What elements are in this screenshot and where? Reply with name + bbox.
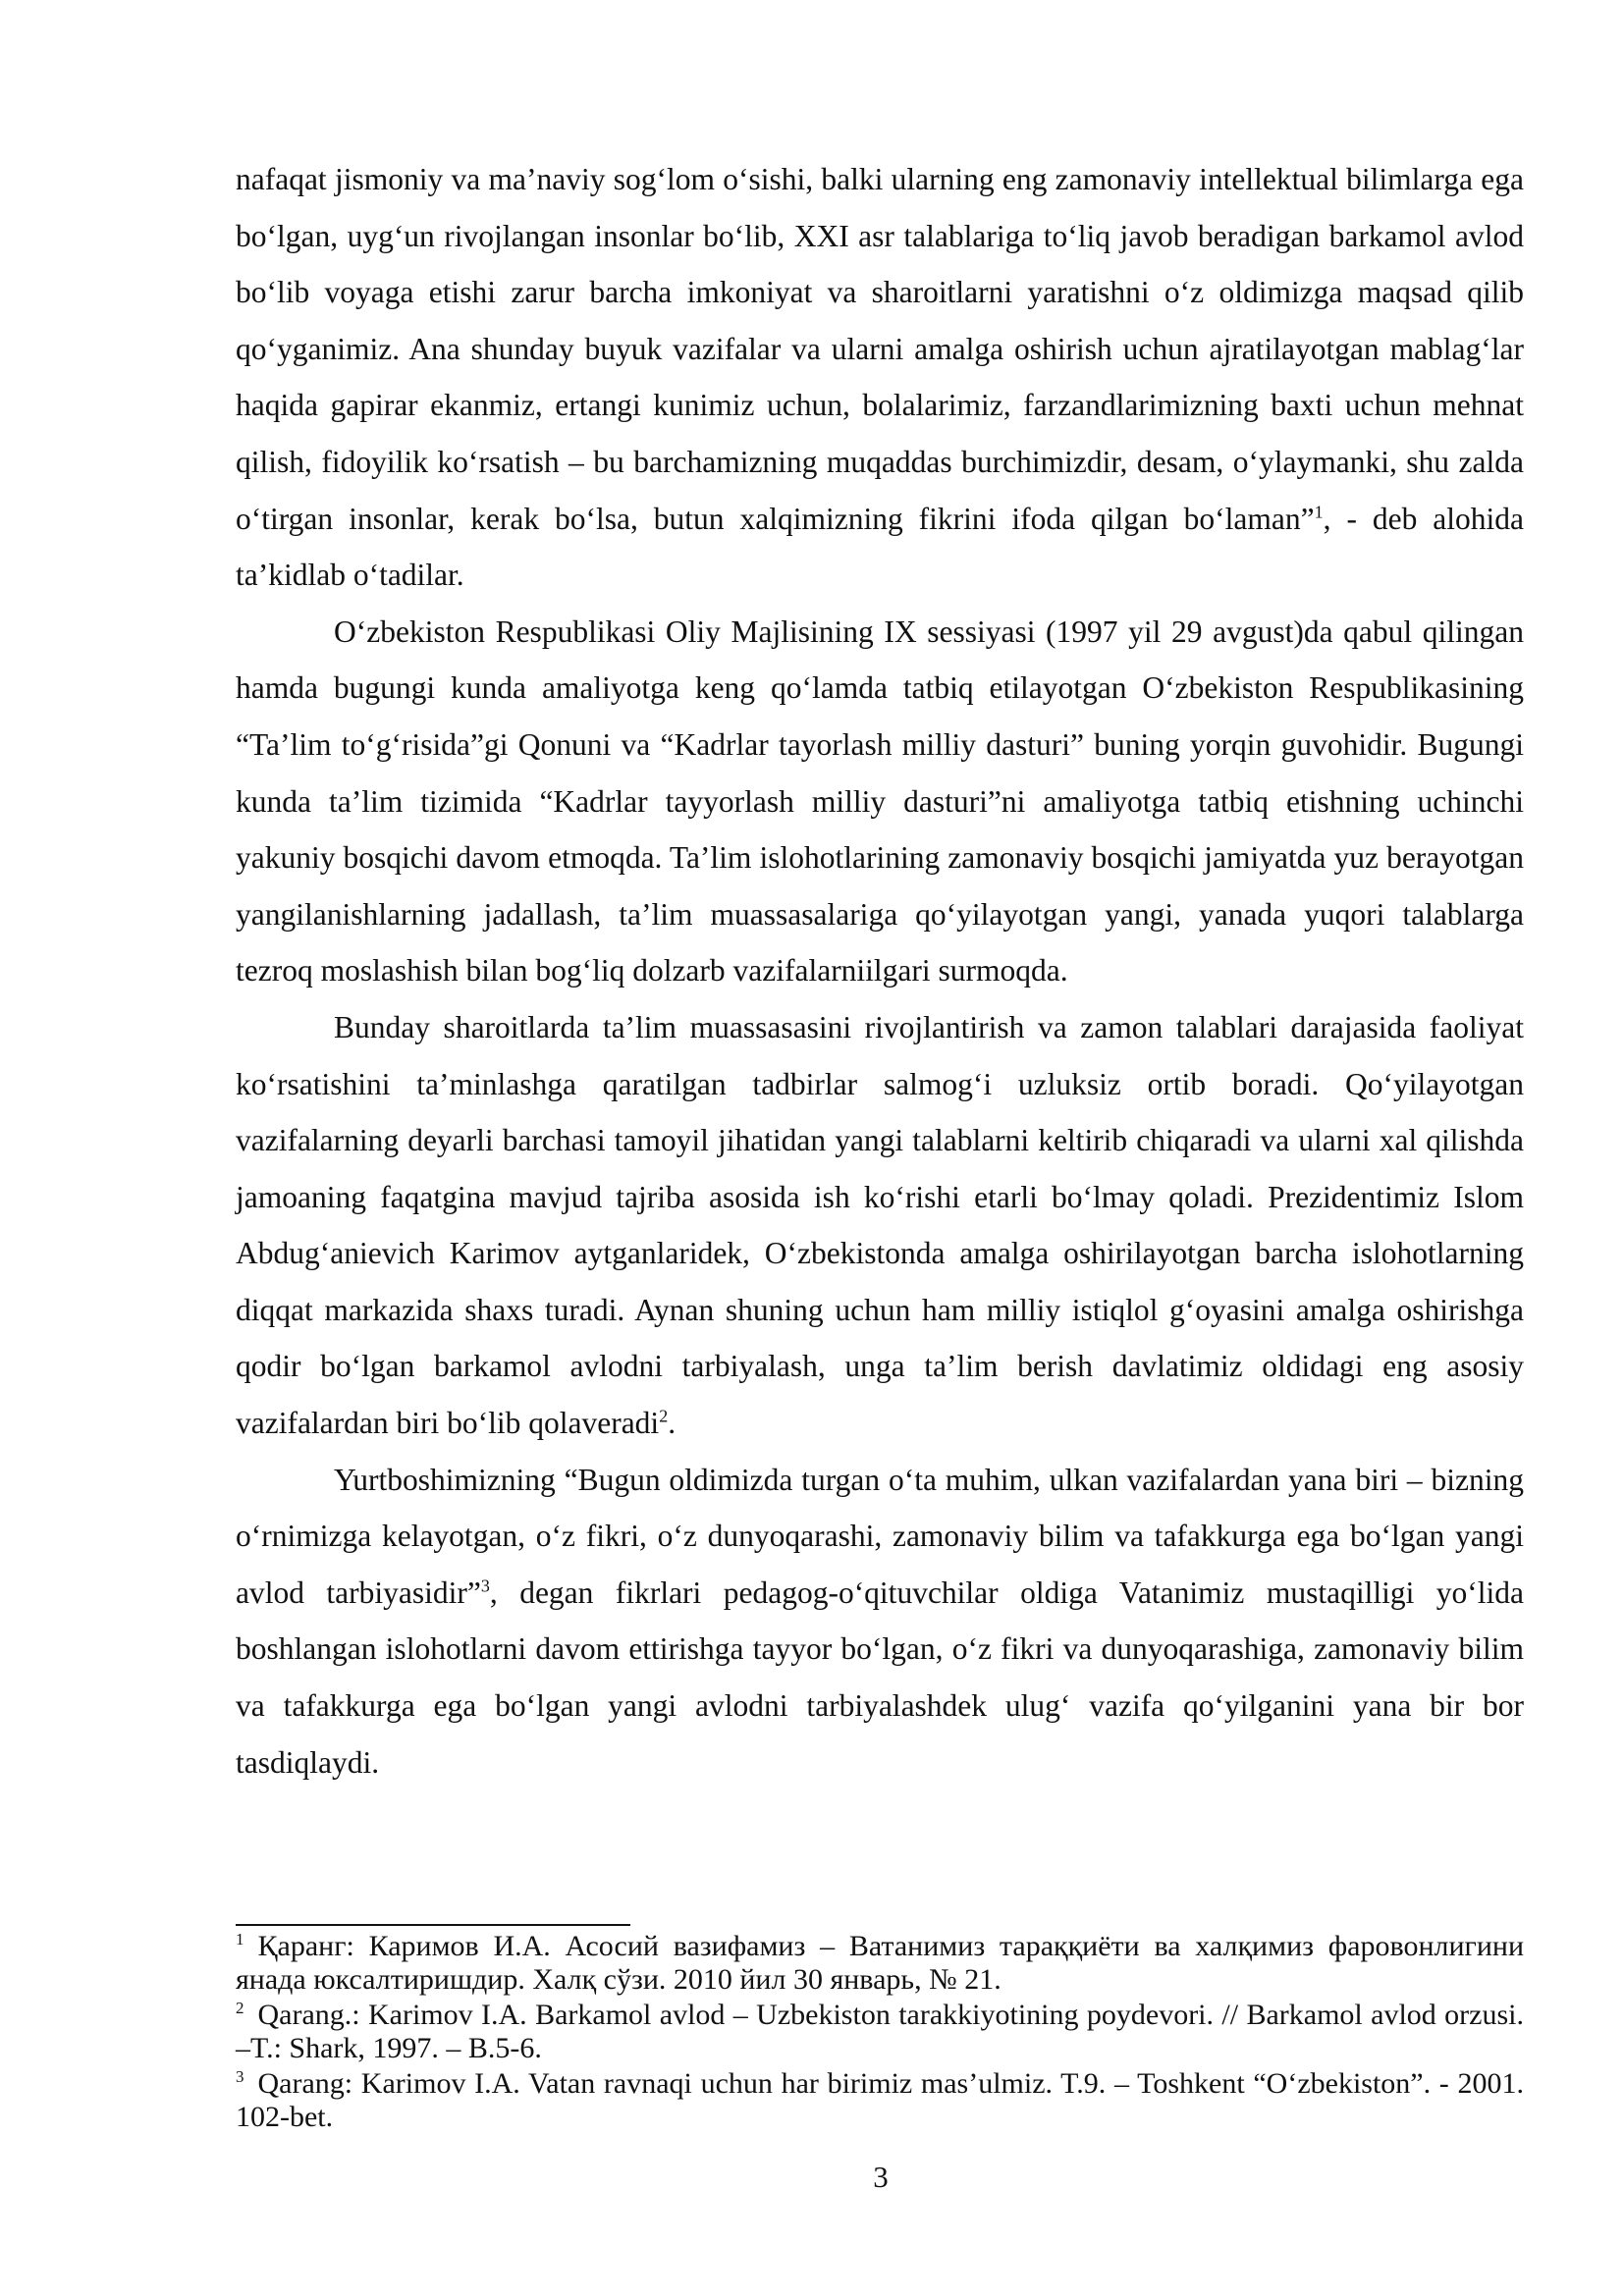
footnotes [236,1930,1524,2136]
footnote-number-2: 2 [236,1999,244,2017]
footnote-text-2: Qarang.: Karimov I.A. Barkamol avlod – Uzbekiston tarakkiyotining poydevori. // Barkamol avlod orzusi. –T.: Shark, 1997. – B.5-6. [236,1999,1524,2064]
paragraph-4-text: Yurtboshimizning “Bugun oldimizda turgan o‘ta muhim, ulkan vazifalardan yana biri – bizning o‘rnimizga kelayotgan, o‘z fikri, o‘z dunyoqarashi, zamonaviy bilim va tafakkurga ega bo‘lgan yangi avlod tarbiyasidir” [236,1462,1524,1610]
paragraph-2-text: O‘zbekiston Respublikasi Oliy Majlisining IX sessiyasi (1997 yil 29 avgust)da qabul qilingan hamda bugungi kunda amaliyotga keng qo‘lamda tatbiq etilayotgan O‘zbekiston Respublikasining “Ta’lim to‘g‘risida”gi Qonuni va “Kadrlar tayorlash milliy dasturi” buning yorqin guvohidir. Bugungi kunda ta’lim tizimida “Kadrlar tayyorlash milliy dasturi”ni amaliyotga tatbiq etishning uchinchi yakuniy bosqichi davom etmoqda. Ta’lim islohotlarining zamonaviy bosqichi jamiyatda yuz berayotgan yangilanishlarning jadallash, ta’lim muassasalariga qo‘yilayotgan yangi, yanada yuqori talablarga tezroq moslashish bilan bog‘liq dolzarb vazifalarniilgari surmoqda. [236,614,1524,988]
footnote-1 [236,1930,1524,1997]
paragraph-1-text: nafaqat jismoniy va ma’naviy sog‘lom o‘sishi, balki ularning eng zamonaviy intellektual bilimlarga ega bo‘lgan, uyg‘un rivojlangan insonlar bo‘lib, XXI asr talablariga to‘liq javob beradigan barkamol avlod bo‘lib voyaga etishi zarur barcha imkoniyat va sharoitlarni yaratishni o‘z oldimizga maqsad qilib qo‘yganimiz. Ana shunday buyuk vazifalar va ularni amalga oshirish uchun ajratilayotgan mablag‘lar haqida gapirar ekanmiz, ertangi kunimiz uchun, bolalarimiz, farzandlarimizning baxti uchun mehnat qilish, fidoyilik ko‘rsatish – bu barchamizning muqaddas burchimizdir, desam, o‘ylaymanki, shu zalda o‘tirgan insonlar, kerak bo‘lsa, butun xalqimizning fikrini ifoda qilgan bo‘laman” [236,162,1524,536]
paragraph-3 [236,999,1524,1452]
footnote-number-3: 3 [236,2067,244,2086]
paragraph-1 [236,151,1524,604]
footnote-ref-3[interactable]: 3 [480,1575,490,1596]
paragraph-4-after: , degan fikrlari pedagog-o‘qituvchilar oldiga Vatanimiz mustaqilligi yo‘lida boshlangan islohotlarni davom ettirishga tayyor bo‘lgan, o‘z fikri va dunyoqarashiga, zamonaviy bilim va tafakkurga ega bo‘lgan yangi avlodni tarbiyalashdek ulug‘ vazifa qo‘yilganini yana bir bor tasdiqlaydi. [236,1575,1525,1780]
footnote-2 [236,1999,1524,2065]
paragraph-3-text: Bunday sharoitlarda ta’lim muassasasini rivojlantirish va zamon talablari darajasida faoliyat ko‘rsatishini ta’minlashga qaratilgan tadbirlar salmog‘i uzluksiz ortib boradi. Qo‘yilayotgan vazifalarning deyarli barchasi tamoyil jihatidan yangi talablarni keltirib chiqaradi va ularni xal qilishda jamoaning faqatgina mavjud tajriba asosida ish ko‘rishi etarli bo‘lmay qoladi. Prezidentimiz Islom Abdug‘anievich Karimov aytganlaridek, O‘zbekistonda amalga oshirilayotgan barcha islohotlarning diqqat markazida shaxs turadi. Aynan shuning uchun ham milliy istiqlol g‘oyasini amalga oshirishga qodir bo‘lgan barkamol avlodni tarbiyalash, unga ta’lim berish davlatimiz oldidagi eng asosiy vazifalardan biri bo‘lib qolaveradi [236,1009,1524,1441]
paragraph-2 [236,604,1524,999]
paragraph-3-after: . [668,1406,677,1441]
page-number: 3 [873,2160,889,2194]
footnote-text-1: Қаранг: Каримов И.А. Асосий вазифамиз – Ватанимиз тараққиёти ва халқимиз фаровонлигини янада юксалтиришдир. Халқ сўзи. 2010 йил 30 январь, № 21. [236,1930,1524,1996]
footnote-3 [236,2067,1524,2134]
paragraph-4 [236,1452,1524,1791]
paragraph-1-after: , - deb alohida ta’kidlab o‘tadilar. [236,501,1525,593]
body-text [236,151,1524,1790]
footnote-ref-1[interactable]: 1 [1314,502,1324,522]
footnote-number-1: 1 [236,1930,244,1949]
footnote-separator [236,1924,630,1926]
footnote-ref-2[interactable]: 2 [659,1406,669,1426]
footnote-text-3: Qarang: Karimov I.A. Vatan ravnaqi uchun har birimiz mas’ulmiz. T.9. – Toshkent “O‘zbekiston”. - 2001. 102-bet. [236,2067,1524,2133]
